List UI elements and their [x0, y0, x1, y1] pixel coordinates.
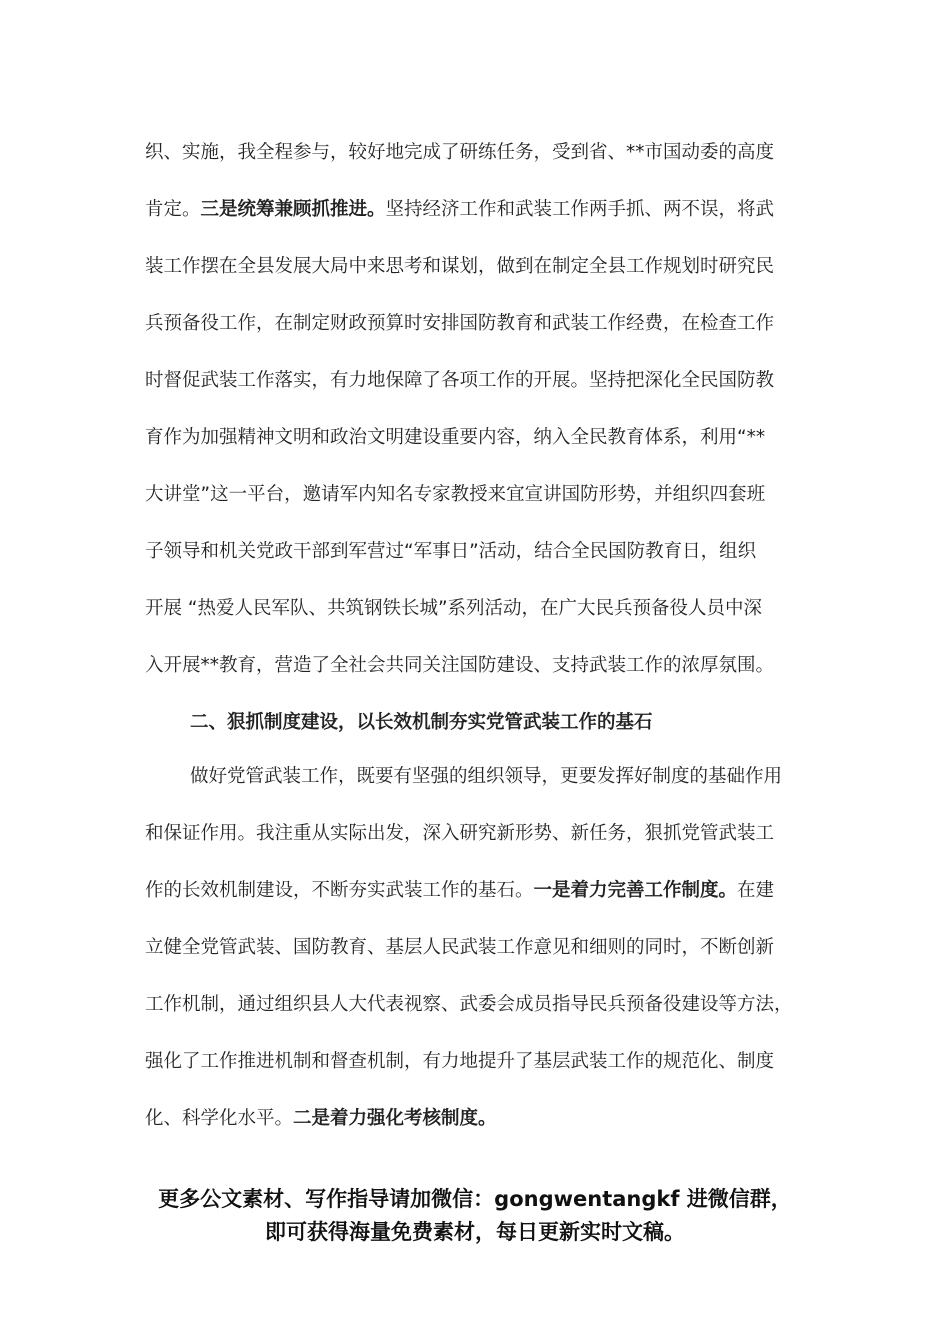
body2-line-7: 化、科学化水平。二是着力强化考核制度。 — [145, 1108, 497, 1129]
footer-promo-line-2: 即可获得海量免费素材，每日更新实时文稿。 — [265, 1220, 685, 1244]
footer-promo-line-1: 更多公文素材、写作指导请加微信：gongwentangkf 进微信群， — [158, 1187, 792, 1211]
body2-line-4: 立健全党管武装、国防教育、基层人民武装工作意见和细则的同时，不断创新 — [145, 937, 775, 958]
body-line-9: 开展 “热爱人民军队、共筑钢铁长城”系列活动，在广大民兵预备役人员中深 — [145, 598, 763, 619]
body2-line-5: 工作机制，通过组织县人大代表视察、武委会成员指导民兵预备役建设等方法， — [145, 994, 793, 1015]
body-line-3: 装工作摆在全县发展大局中来思考和谋划，做到在制定全县工作规划时研究民 — [145, 256, 775, 277]
body2-line-3: 作的长效机制建设，不断夯实武装工作的基石。一是着力完善工作制度。在建 — [145, 880, 775, 901]
body2-line-2: 和保证作用。我注重从实际出发，深入研究新形势、新任务，狠抓党管武装工 — [145, 823, 775, 844]
point-two-heading: 二是着力强化考核制度。 — [293, 1108, 497, 1129]
body-line-10: 入开展**教育，营造了全社会共同关注国防建设、支持武装工作的浓厚氛围。 — [145, 655, 775, 676]
body-line-4: 兵预备役工作，在制定财政预算时安排国防教育和武装工作经费，在检查工作 — [145, 313, 775, 334]
body-line-1: 织、实施，我全程参与，较好地完成了研练任务，受到省、**市国动委的高度 — [145, 142, 775, 163]
body-line-7: 大讲堂”这一平台，邀请军内知名专家教授来宜宣讲国防形势，并组织四套班 — [145, 484, 766, 505]
body-line-2: 肯定。三是统筹兼顾抓推进。坚持经济工作和武装工作两手抓、两不误，将武 — [145, 199, 775, 220]
body-line-5: 时督促武装工作落实，有力地保障了各项工作的开展。坚持把深化全民国防教 — [145, 370, 775, 391]
body-line-6: 育作为加强精神文明和政治文明建设重要内容，纳入全民教育体系，利用“** — [145, 427, 766, 448]
body-line-8: 子领导和机关党政干部到军营过“军事日”活动，结合全民国防教育日，组织 — [145, 541, 757, 562]
body2-line-1: 做好党管武装工作，既要有坚强的组织领导，更要发挥好制度的基础作用 — [190, 766, 783, 787]
point-one-heading: 一是着力完善工作制度。 — [533, 880, 738, 901]
point-three-heading: 三是统筹兼顾抓推进。 — [200, 199, 386, 220]
section-heading: 二、狠抓制度建设，以长效机制夯实党管武装工作的基石 — [190, 712, 653, 733]
body2-line-6: 强化了工作推进机制和督查机制，有力地提升了基层武装工作的规范化、制度 — [145, 1051, 775, 1072]
